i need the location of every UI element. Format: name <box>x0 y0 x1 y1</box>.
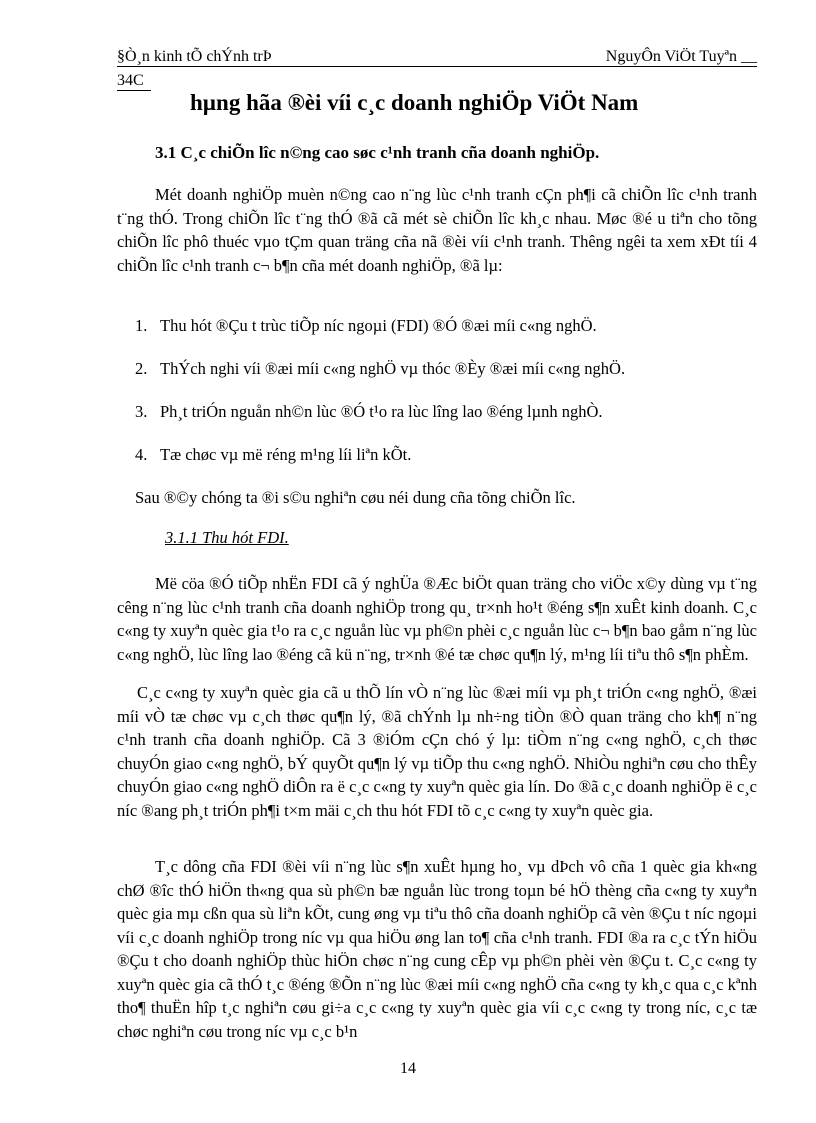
list-number: 1. <box>135 316 148 335</box>
header-continuation: 34C <box>117 72 144 89</box>
strategy-list <box>135 316 755 488</box>
header-continuation-rule <box>117 90 151 91</box>
subsection-heading: 3.1.1 Thu hót FDI. <box>165 528 289 547</box>
header-left-text: §Ò¸n kinh tÕ chÝnh trÞ <box>117 48 272 65</box>
list-item <box>135 445 755 488</box>
list-text: ThÝch nghi víi ®æi míi c«ng nghÖ vµ thóc ®Èy ®æi míi c«ng nghÖ. <box>160 359 626 378</box>
list-item <box>135 359 755 402</box>
list-text: Ph¸t triÓn nguån nh©n lùc ®Ó t¹o ra lùc lîng lao ®éng lµnh nghÒ. <box>160 402 603 421</box>
list-number: 4. <box>135 445 148 464</box>
body-paragraph: T¸c dông cña FDI ®èi víi n¨ng lùc s¶n xuÊt hµng ho¸ vµ dÞch vô cña 1 quèc gia kh«ng chØ ®îc thÓ hiÖn th«ng qua sù ph©n bæ nguån lùc trong toµn bé hÖ thèng cña c«ng ty xuyªn quèc gia mµ cßn qua sù liªn kÕt, cung øng vµ tiªu thô cña doanh nghiÖp cã vèn ®Çu t níc ngoµi víi c¸c doanh nghiÖp trong níc vµ qua hiÖu øng lan to¶ cña c¹nh tranh. FDI ®a ra c¸c tÝn hiÖu ®Çu t cho doanh nghiÖp thùc hiÖn chøc n¨ng cung cÊp vµ ph©n phèi vèn ®Çu t. C¸c c«ng ty xuyªn quèc gia cã thÓ t¸c ®éng ®Õn n¨ng lùc ®æi míi c«ng nghÖ cña c«ng ty kh¸c qua c¸c kªnh tho¶ thuËn hîp t¸c nghiªn cøu gi÷a c¸c c«ng ty xuyªn quèc gia víi c¸c c«ng ty trong níc, c¸c tæ chøc nghiªn cøu trong níc vµ c¸c b¹n <box>117 857 757 1041</box>
header-rule <box>117 66 757 67</box>
page-title: hµng hãa ®èi víi c¸c doanh nghiÖp ViÖt Nam <box>190 90 639 115</box>
page-number: 14 <box>400 1060 416 1077</box>
list-item <box>135 316 755 359</box>
header-right-text: NguyÔn ViÖt Tuyªn __ <box>605 48 757 65</box>
list-item <box>135 402 755 445</box>
list-text: Thu hót ®Çu t trùc tiÕp níc ngoµi (FDI) ®Ó ®æi míi c«ng nghÖ. <box>160 316 597 335</box>
body-paragraph: Më cöa ®Ó tiÕp nhËn FDI cã ý nghÜa ®Æc biÖt quan träng cho viÖc x©y dùng vµ t¨ng cêng n¨ng lùc c¹nh tranh cña doanh nghiÖp trong qu¸ tr×nh ho¹t ®éng s¶n xuÊt kinh doanh. C¸c c«ng ty xuyªn quèc gia t¹o ra c¸c nguån lùc vµ ph©n phèi c¸c nguån lùc c¬ b¶n bao gåm n¨ng lùc c«ng nghÖ, lùc lîng lao ®éng cã kü n¨ng, tr×nh ®é tæ chøc qu¶n lý, m¹ng líi tiªu thô s¶n phÈm. <box>117 574 757 664</box>
section-heading: 3.1 C¸c chiÕn lîc n©ng cao søc c¹nh tranh cña doanh nghiÖp. <box>155 143 600 162</box>
list-number: 3. <box>135 402 148 421</box>
after-list-text: Sau ®©y chóng ta ®i s©u nghiªn cøu néi dung cña tõng chiÕn lîc. <box>135 488 576 507</box>
list-text: Tæ chøc vµ më réng m¹ng líi liªn kÕt. <box>160 445 412 464</box>
intro-paragraph: Mét doanh nghiÖp muèn n©ng cao n¨ng lùc c¹nh tranh cÇn ph¶i cã chiÕn lîc c¹nh tranh t¨ng thÓ. Trong chiÕn lîc t¨ng thÓ ®ã cã mét sè chiÕn lîc kh¸c nhau. Møc ®é u tiªn cho tõng chiÕn lîc phô thuéc vµo tÇm quan träng cña nã ®èi víi c¹nh tranh. Thêng ngêi ta xem xÐt tíi 4 chiÕn lîc c¹nh tranh c¬ b¶n cña mét doanh nghiÖp, ®ã lµ: <box>117 185 757 275</box>
running-header <box>117 48 757 68</box>
list-number: 2. <box>135 359 148 378</box>
body-paragraph: C¸c c«ng ty xuyªn quèc gia cã u thÕ lín vÒ n¨ng lùc ®æi míi vµ ph¸t triÓn c«ng nghÖ, ®æi míi vÒ tæ chøc vµ c¸ch thøc qu¶n lý, ®ã chÝnh lµ nh÷ng tiÒn ®Ò quan träng cho kh¶ n¨ng c¹nh tranh cña doanh nghiÖp. Cã 3 ®iÓm cÇn chó ý lµ: tiÒm n¨ng c«ng nghÖ, c¸ch thøc chuyÓn giao c«ng nghÖ, bÝ quyÕt qu¶n lý vµ tiÕp thu c«ng nghÖ. NhiÒu nghiªn cøu cho thÊy chuyÓn giao c«ng nghÖ diÔn ra ë c¸c c«ng ty xuyªn quèc gia lín. Do ®ã c¸c doanh nghiÖp ë c¸c níc ®ang ph¸t triÓn ph¶i t×m mäi c¸ch thu hót FDI tõ c¸c c«ng ty xuyªn quèc gia. <box>117 683 757 820</box>
